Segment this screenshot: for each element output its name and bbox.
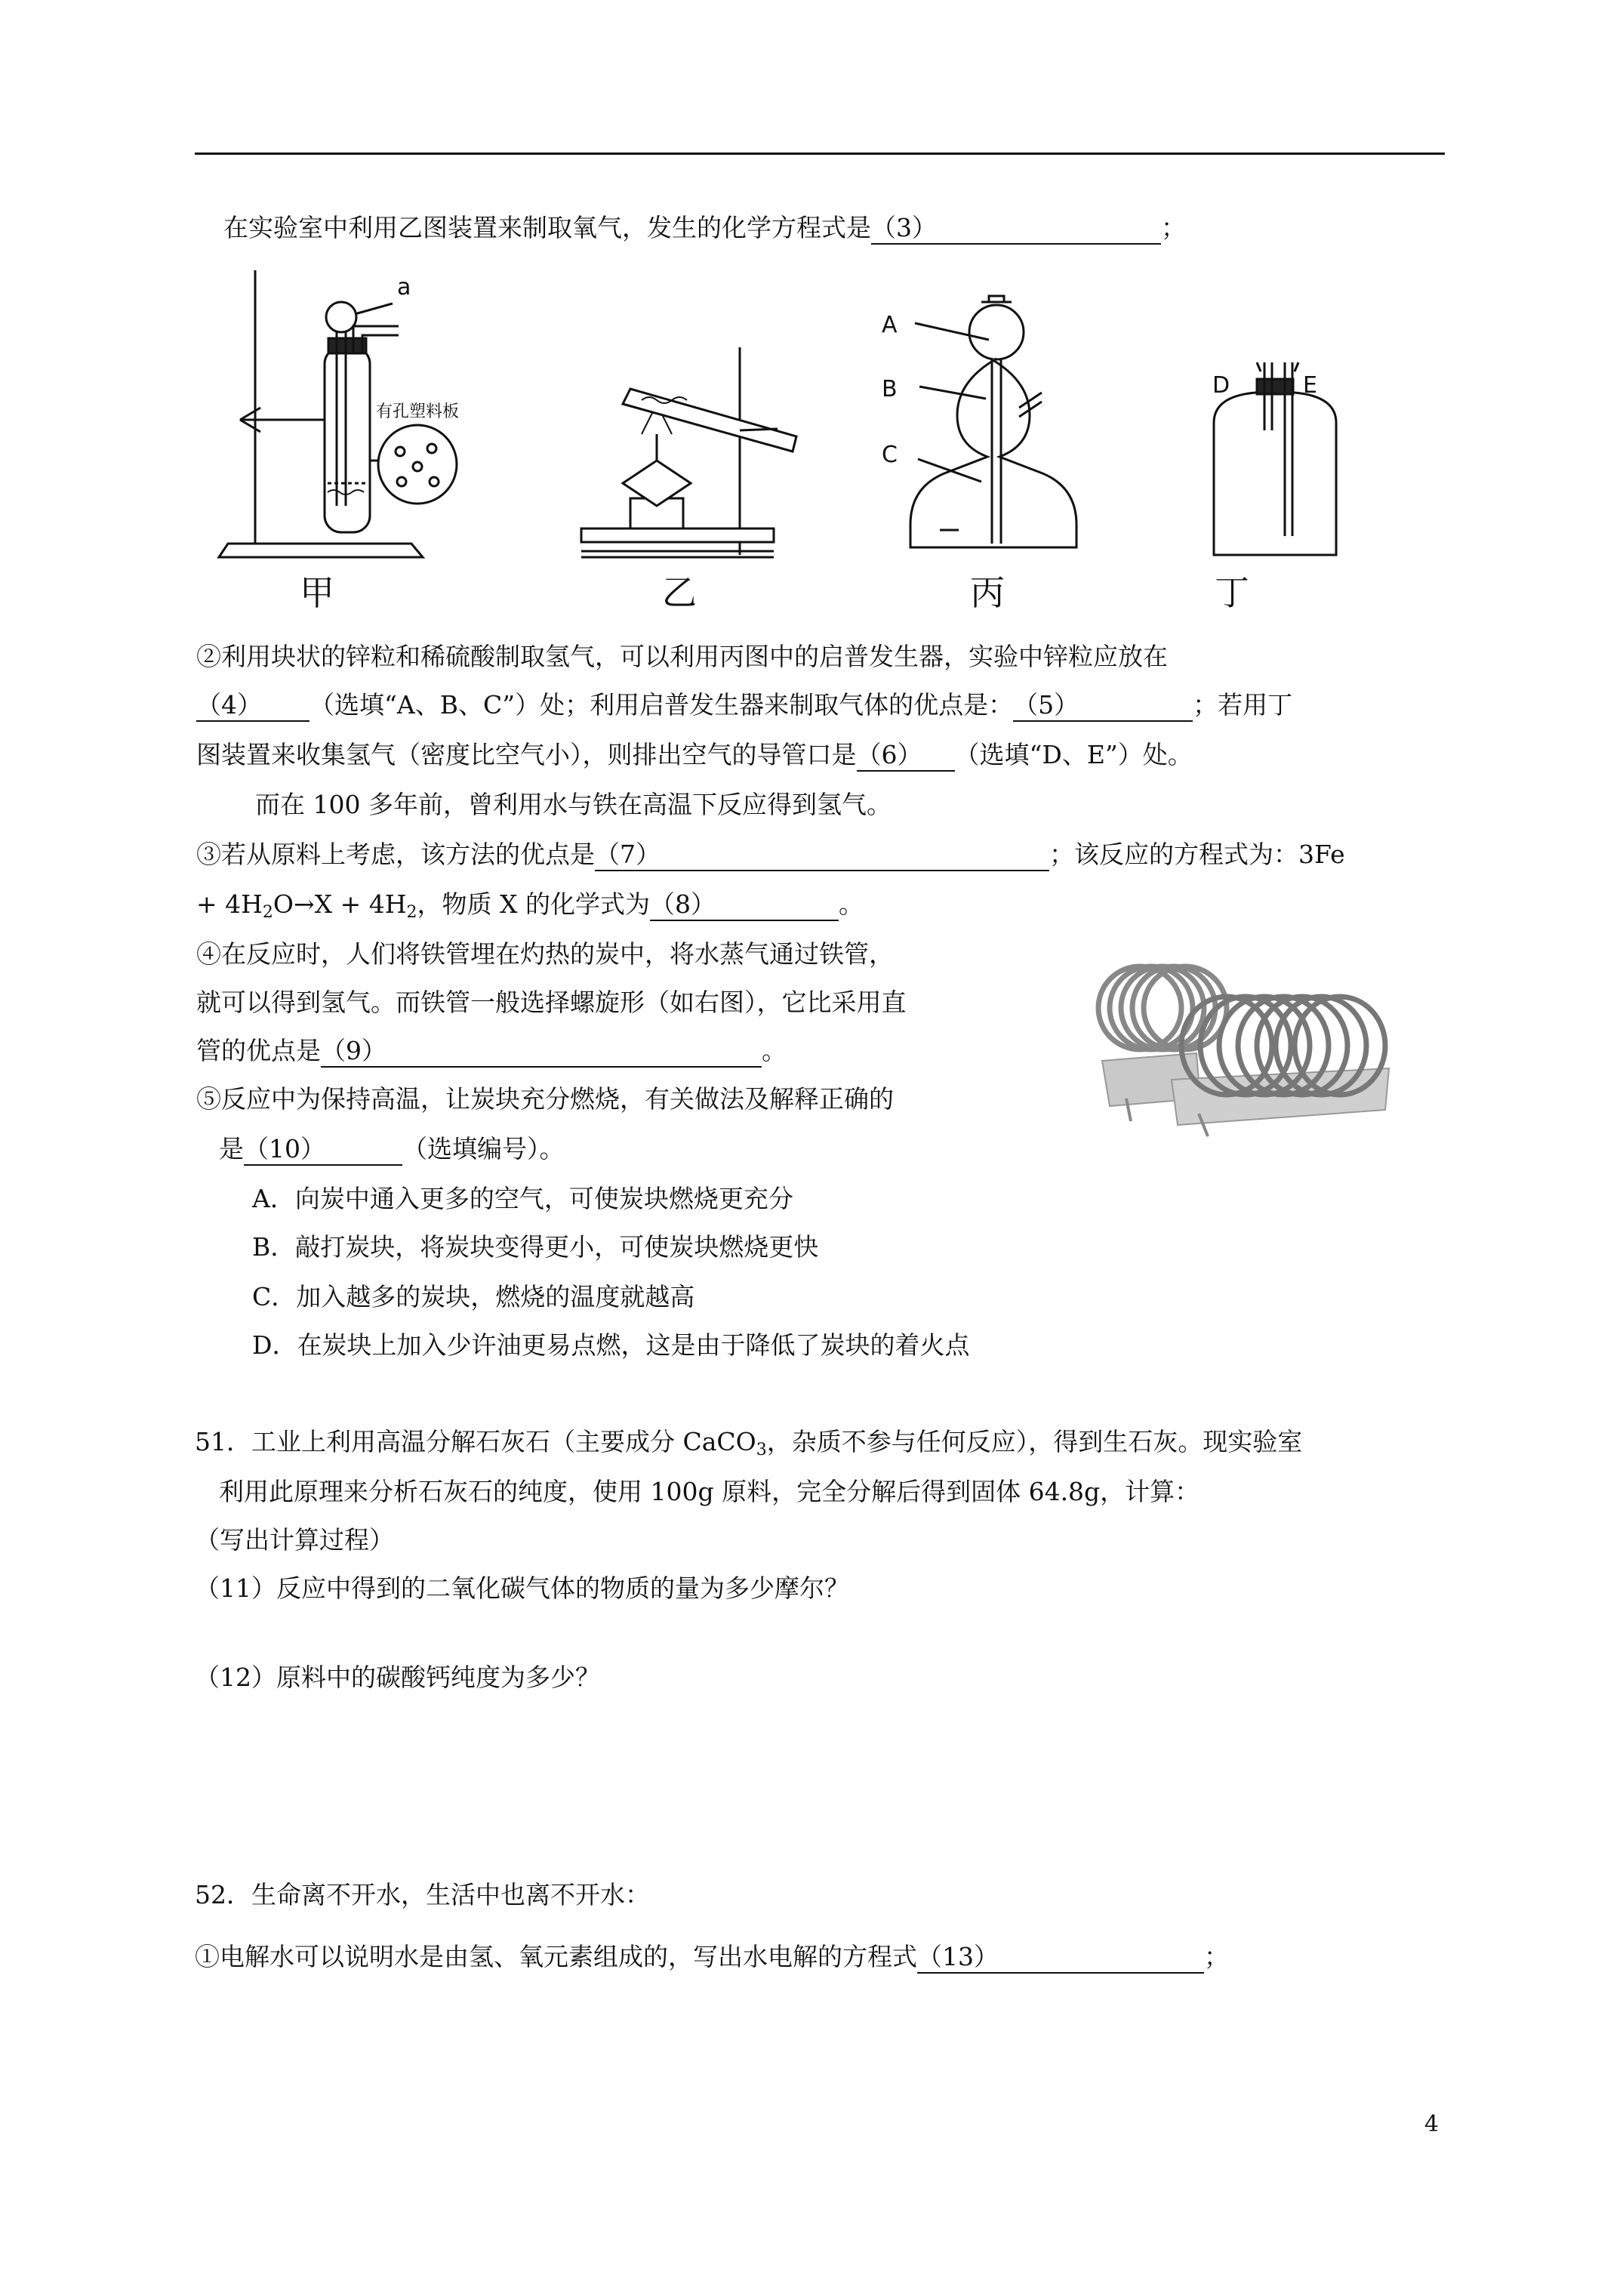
q51-line1a: 51．工业上利用高温分解石灰石（主要成分 CaCO <box>195 1427 756 1456</box>
q50-part2-line2b: ；若用丁 <box>1193 690 1293 720</box>
q50-part3-line1 <box>196 838 1345 871</box>
q50-part2-line3b: （选填“D、E”）处。 <box>954 740 1193 769</box>
spiral-tube-image <box>1087 948 1404 1144</box>
q50-line3-text: 在实验室中利用乙图装置来制取氧气，发生的化学方程式是 <box>223 213 871 242</box>
eq-part2: O→X + 4H <box>273 889 407 919</box>
q51-line2: 利用此原理来分析石灰石的纯度，使用 100g 原料，完全分解后得到固体 64.8g，计算： <box>219 1477 1200 1506</box>
eq-part1: + 4H <box>196 889 263 919</box>
apparatus-figure <box>204 257 1442 619</box>
q50-part3-line1a: ③若从原料上考虑，该方法的优点是 <box>196 840 595 869</box>
q50-part2-line2a: （选填“A、B、C”）处；利用启普发生器来制取气体的优点是： <box>310 690 1014 720</box>
q50-part4-line3b: 。 <box>762 1036 787 1065</box>
q52-line1: 52．生命离不开水，生活中也离不开水： <box>195 1880 650 1909</box>
q50-part2-line1: ②利用块状的锌粒和稀硫酸制取氢气，可以利用丙图中的启普发生器，实验中锌粒应放在 <box>196 642 1168 671</box>
label-bing: 丙 <box>970 572 1005 613</box>
blank-13: （13） <box>917 1942 1204 1974</box>
q50-part2-line3a: 图装置来收集氢气（密度比空气小），则排出空气的导管口是 <box>196 740 857 769</box>
blank-4: （4） <box>196 690 310 722</box>
q50-part3-line2 <box>196 888 864 921</box>
option-d: D．在炭块上加入少许油更易点燃，这是由于降低了炭块的着火点 <box>252 1330 970 1360</box>
apparatus-yi <box>581 347 796 557</box>
label-E: E <box>1303 372 1317 399</box>
eq-sub1: 2 <box>262 903 273 922</box>
eq-period: 。 <box>839 889 864 919</box>
q50-part4-line2: 就可以得到氢气。而铁管一般选择螺旋形（如右图），它比采用直 <box>196 988 907 1017</box>
label-yi: 乙 <box>662 572 697 613</box>
eq-sub2: 2 <box>406 903 417 922</box>
q50-line3-semicolon: ； <box>1161 213 1186 242</box>
q52-line2a: ①电解水可以说明水是由氢、氧元素组成的，写出水电解的方程式 <box>195 1942 917 1971</box>
label-A: A <box>882 312 898 338</box>
blank-3: （3） <box>871 213 1161 245</box>
q50-part4-line1: ④在反应时，人们将铁管埋在灼热的炭中，将水蒸气通过铁管， <box>196 939 894 969</box>
q50-part5-line2b: （选填编号）。 <box>402 1134 565 1163</box>
q50-line-3 <box>223 211 1186 245</box>
label-jia: 甲 <box>300 572 334 613</box>
plate-label: 有孔塑料板 <box>376 402 460 421</box>
option-b: B．敲打炭块，将炭块变得更小，可使炭块燃烧更快 <box>252 1232 819 1262</box>
q50-history: 而在 100 多年前，曾利用水与铁在高温下反应得到氢气。 <box>255 790 892 819</box>
blank-6: （6） <box>857 740 955 772</box>
blank-10: （10） <box>244 1134 402 1166</box>
page-number: 4 <box>1424 2111 1439 2137</box>
q52-semicolon: ； <box>1204 1942 1229 1971</box>
q52-line2 <box>195 1940 1229 1974</box>
header-rule <box>195 153 1445 155</box>
q51-line1-sub: 3 <box>756 1441 767 1459</box>
q51-line3: （写出计算过程） <box>195 1525 394 1555</box>
option-a: A．向炭中通入更多的空气，可使炭块燃烧更充分 <box>252 1184 793 1213</box>
q50-part2-line3 <box>196 738 1193 772</box>
q50-part5-line1: ⑤反应中为保持高温，让炭块充分燃烧，有关做法及解释正确的 <box>196 1084 894 1114</box>
q51-question-12: （12）原料中的碳酸钙纯度为多少？ <box>195 1663 600 1692</box>
label-C: C <box>882 442 898 468</box>
apparatus-bing <box>910 296 1076 547</box>
q50-part4-line3a: 管的优点是 <box>196 1036 321 1065</box>
label-ding: 丁 <box>1215 572 1249 613</box>
q50-part4-line3 <box>196 1034 787 1068</box>
q50-part5-line2a: 是 <box>219 1134 244 1163</box>
apparatus-ding <box>1214 362 1336 555</box>
q50-part2-line2 <box>196 689 1292 722</box>
q50-part3-line1b: ；该反应的方程式为：3Fe <box>1049 840 1345 869</box>
blank-8: （8） <box>650 889 839 921</box>
option-c: C．加入越多的炭块，燃烧的温度就越高 <box>252 1282 695 1311</box>
q51-line1 <box>195 1425 1302 1459</box>
label-a: a <box>397 274 411 300</box>
q50-part5-line2 <box>219 1133 565 1166</box>
blank-5: （5） <box>1013 690 1193 722</box>
blank-9: （9） <box>321 1036 762 1068</box>
label-B: B <box>882 376 898 402</box>
eq-part3: ，物质 X 的化学式为 <box>417 889 651 919</box>
blank-7: （7） <box>595 840 1049 871</box>
q51-question-11: （11）反应中得到的二氧化碳气体的物质的量为多少摩尔？ <box>195 1573 849 1603</box>
q51-line1b: ，杂质不参与任何反应），得到生石灰。现实验室 <box>766 1427 1303 1456</box>
label-D: D <box>1212 372 1230 399</box>
